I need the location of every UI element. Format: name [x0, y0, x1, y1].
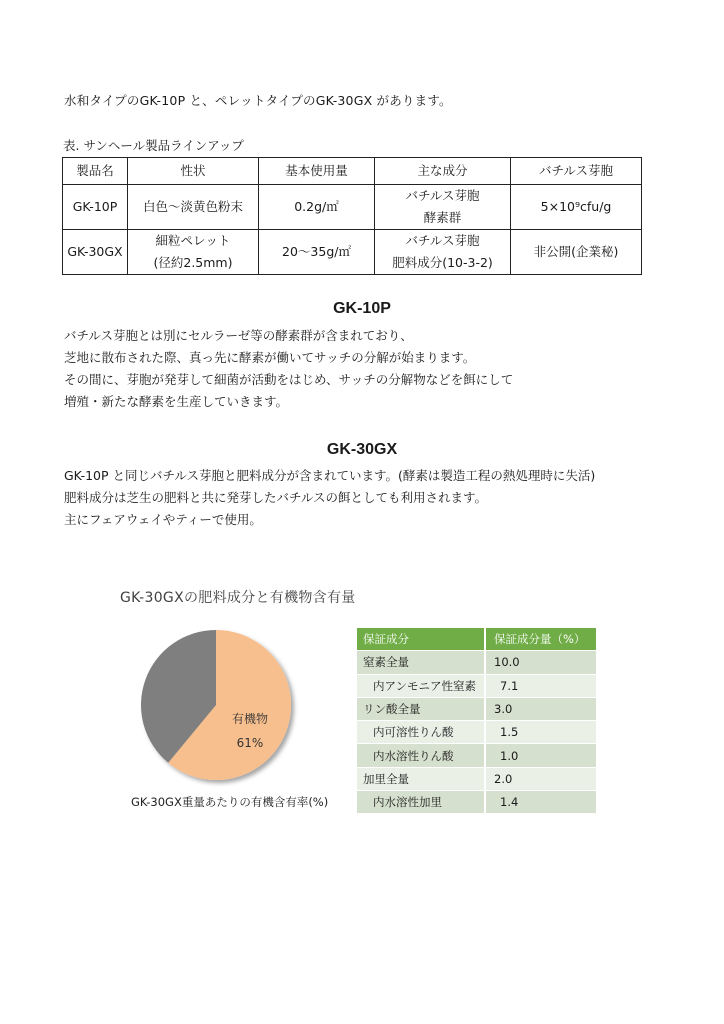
product-form — [128, 185, 259, 230]
component-value: 7.1 — [485, 674, 597, 697]
table-row — [357, 697, 597, 720]
component-value: 1.0 — [485, 744, 597, 767]
component-value: 1.5 — [485, 721, 597, 744]
chart-title: GK-30GXの肥料成分と有機物含有量 — [120, 590, 356, 606]
component-line: バチルス芽胞 — [405, 233, 480, 248]
guaranteed-components-table — [357, 628, 598, 814]
form-line: (径約2.5mm) — [153, 255, 233, 270]
header-cell: バチルス芽胞 — [511, 158, 642, 185]
table-header-row — [63, 158, 642, 185]
product-components — [375, 185, 511, 230]
product-dose: 0.2g/㎡ — [259, 185, 375, 230]
table-row — [357, 651, 597, 674]
table-row — [357, 674, 597, 697]
product-components — [375, 230, 511, 275]
component-value: 2.0 — [485, 767, 597, 790]
gk10p-heading: GK-10P — [333, 300, 391, 317]
form-line: 細粒ペレット — [155, 233, 231, 248]
pie-caption: GK-30GX重量あたりの有機含有率(%) — [131, 795, 329, 809]
product-lineup-table — [62, 157, 642, 275]
component-value: 3.0 — [485, 697, 597, 720]
gk30gx-description — [64, 465, 595, 531]
header-cell: 製品名 — [63, 158, 128, 185]
component-name: 内可溶性りん酸 — [357, 721, 485, 744]
component-name: 加里全量 — [357, 767, 485, 790]
paragraph-line: その間に、芽胞が発芽して細菌が活動をはじめ、サッチの分解物などを餌にして — [64, 372, 514, 387]
component-line: 肥料成分(10-3-2) — [392, 255, 493, 270]
paragraph-line: 肥料成分は芝生の肥料と共に発芽したバチルスの餌としても利用されます。 — [64, 490, 488, 505]
product-form — [128, 230, 259, 275]
product-spores: 5×10⁹cfu/g — [511, 185, 642, 230]
component-name: リン酸全量 — [357, 697, 485, 720]
paragraph-line: 増殖・新たな酵素を生産していきます。 — [64, 394, 289, 409]
table-row — [357, 767, 597, 790]
component-value: 10.0 — [485, 651, 597, 674]
component-value: 1.4 — [485, 791, 597, 814]
product-dose: 20～35g/㎡ — [259, 230, 375, 275]
header-cell: 基本使用量 — [259, 158, 375, 185]
component-line: バチルス芽胞 — [405, 188, 480, 203]
pie-slice-label: 有機物 — [231, 712, 269, 726]
table-row — [357, 721, 597, 744]
component-name: 内水溶性加里 — [357, 791, 485, 814]
gk10p-description — [64, 325, 513, 413]
pie-chart-svg — [130, 618, 310, 798]
component-name: 窒素全量 — [357, 651, 485, 674]
paragraph-line: 芝地に散布された際、真っ先に酵素が働いてサッチの分解が始まります。 — [64, 350, 476, 365]
header-cell: 主な成分 — [375, 158, 511, 185]
table-row — [63, 185, 642, 230]
paragraph-line: バチルス芽胞とは別にセルラーゼ等の酵素群が含まれており、 — [64, 328, 413, 343]
product-name: GK-10P — [63, 185, 128, 230]
pie-slice-value-label: 61% — [236, 736, 264, 750]
table-caption: 表. サンヘール製品ラインアップ — [63, 138, 244, 153]
table-row — [357, 744, 597, 767]
product-name: GK-30GX — [63, 230, 128, 275]
intro-text: 水和タイプのGK-10P と、ペレットタイプのGK-30GX があります。 — [64, 93, 452, 108]
component-name: 内水溶性りん酸 — [357, 744, 485, 767]
header-cell: 保証成分 — [357, 628, 485, 651]
form-line: 白色～淡黄色粉末 — [142, 199, 243, 214]
table-row — [357, 791, 597, 814]
paragraph-line: 主にフェアウェイやティーで使用。 — [64, 512, 262, 527]
component-name: 内アンモニア性窒素 — [357, 674, 485, 697]
header-cell: 保証成分量（%） — [485, 628, 597, 651]
pie-chart — [130, 618, 310, 798]
pie-slices — [141, 630, 291, 780]
product-spores: 非公開(企業秘) — [511, 230, 642, 275]
gk30gx-heading: GK-30GX — [326, 441, 398, 458]
component-line: 酵素群 — [423, 210, 462, 225]
paragraph-line: GK-10P と同じバチルス芽胞と肥料成分が含まれています。(酵素は製造工程の熱処理時に失活) — [64, 468, 596, 483]
table-row — [63, 230, 642, 275]
table-header-row — [357, 628, 597, 651]
header-cell: 性状 — [128, 158, 259, 185]
